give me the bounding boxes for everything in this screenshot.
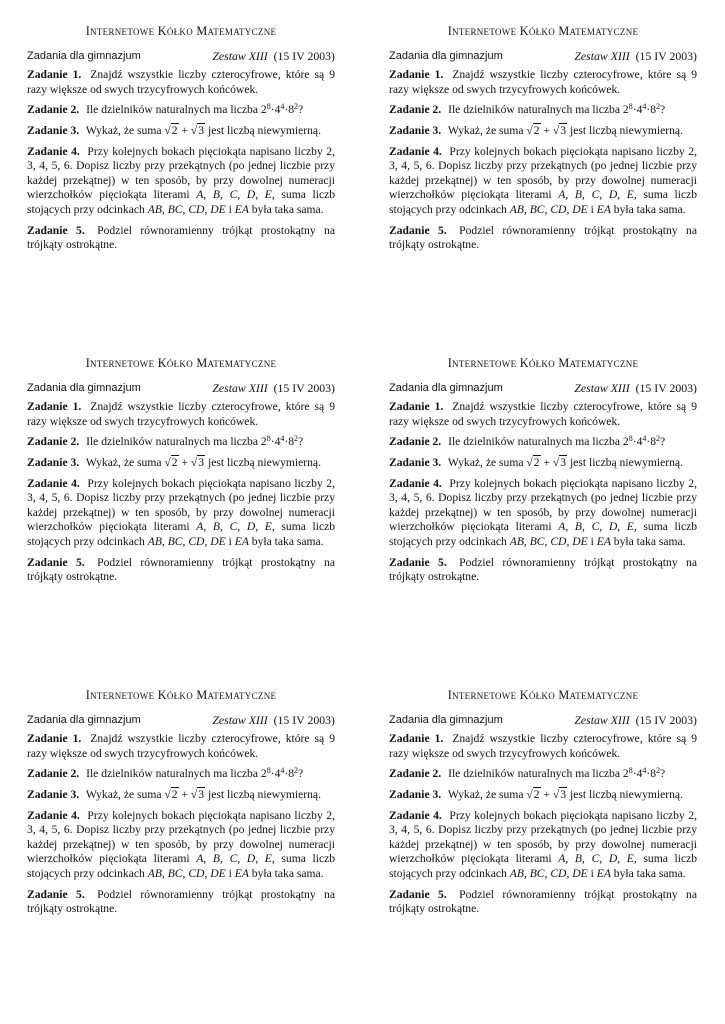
set-date: (15 IV 2003): [273, 48, 335, 63]
card-title: Internetowe Kółko Matematyczne: [447, 24, 639, 38]
card-subhead: [389, 713, 697, 728]
task-label: Zadanie 4.: [389, 476, 442, 490]
set-name: Zestaw XIII: [574, 712, 630, 727]
sqrt-formula: √3: [190, 787, 205, 801]
level-label: Zadania dla gimnazjum: [27, 49, 141, 62]
task-2: Zadanie 2. Ile dzielników naturalnych ma liczba $2^8\cdot 4^4\cdot 8^2$?: [27, 766, 304, 781]
task-5: [27, 224, 335, 253]
task-text: Wykaż, że suma: [85, 455, 165, 469]
task-1: [389, 732, 697, 761]
task-3: Zadanie 3. Wykaż, że suma √2 + √3 jest liczbą niewymierną.: [389, 787, 683, 801]
card-title: Internetowe Kółko Matematyczne: [85, 24, 277, 38]
task-text: Wykaż, że suma: [447, 123, 527, 137]
task-label: Zadanie 5.: [389, 555, 447, 569]
set-date: (15 IV 2003): [635, 48, 697, 63]
task-label: Zadanie 4.: [27, 476, 80, 490]
task-1: [27, 400, 335, 429]
task-1: [27, 68, 335, 97]
task-text: Znajdź wszystkie liczby czterocyfrowe, które są 9 razy większe od swych trzycyfrowych końcówek.: [389, 400, 697, 428]
set-date: (15 IV 2003): [635, 380, 697, 395]
card-title: Internetowe Kółko Matematyczne: [447, 688, 639, 702]
task-text: Ile dzielników naturalnych ma liczba: [448, 103, 623, 117]
card-subhead: [27, 49, 335, 64]
set-name: Zestaw XIII: [574, 48, 630, 63]
task-5: [389, 224, 697, 253]
task-2: Zadanie 2. Ile dzielników naturalnych ma liczba $2^8\cdot 4^4\cdot 8^2$?: [27, 434, 304, 449]
set-info: [212, 381, 335, 396]
task-text: Podziel równoramienny trójkąt prostokątny na trójkąty ostrokątne.: [27, 223, 335, 252]
card-subhead: [389, 49, 697, 64]
task-label: Zadanie 5.: [27, 223, 85, 237]
task-label: Zadanie 2.: [27, 767, 80, 781]
set-name: Zestaw XIII: [212, 380, 268, 395]
task-text: Podziel równoramienny trójkąt prostokątny na trójkąty ostrokątne.: [389, 223, 697, 252]
task-text: Ile dzielników naturalnych ma liczba: [86, 435, 261, 449]
task-label: Zadanie 1.: [389, 400, 444, 414]
task-text: Wykaż, że suma: [447, 455, 527, 469]
task-label: Zadanie 5.: [27, 555, 85, 569]
task-label: Zadanie 2.: [389, 435, 442, 449]
formula-power-product: $2^8\cdot 4^4\cdot 8^2$: [622, 434, 661, 449]
set-name: Zestaw XIII: [574, 380, 630, 395]
task-label: Zadanie 5.: [27, 887, 85, 901]
set-date: (15 IV 2003): [635, 712, 697, 727]
task-text: Ile dzielników naturalnych ma liczba: [86, 103, 261, 117]
formula-power-product: $2^8\cdot 4^4\cdot 8^2$: [622, 102, 661, 117]
task-text: Podziel równoramienny trójkąt prostokątny na trójkąty ostrokątne.: [389, 887, 697, 916]
sqrt-formula: √2: [164, 455, 178, 469]
task-1: [27, 732, 335, 761]
set-date: (15 IV 2003): [273, 380, 335, 395]
task-2: Zadanie 2. Ile dzielników naturalnych ma liczba $2^8\cdot 4^4\cdot 8^2$?: [389, 434, 666, 449]
task-label: Zadanie 3.: [389, 787, 442, 801]
task-label: Zadanie 1.: [389, 68, 444, 82]
set-name: Zestaw XIII: [212, 48, 268, 63]
task-5: [389, 888, 697, 917]
task-label: Zadanie 3.: [389, 455, 442, 469]
task-label: Zadanie 3.: [27, 455, 80, 469]
sqrt-formula: √2: [164, 787, 178, 801]
task-text: Ile dzielników naturalnych ma liczba: [448, 435, 623, 449]
problem-card: [27, 24, 335, 259]
level-label: Zadania dla gimnazjum: [27, 713, 141, 726]
set-info: [212, 713, 335, 728]
sqrt-formula: √2: [526, 787, 540, 801]
task-3: Zadanie 3. Wykaż, że suma √2 + √3 jest liczbą niewymierną.: [389, 123, 683, 137]
formula-power-product: $2^8\cdot 4^4\cdot 8^2$: [260, 102, 299, 117]
task-label: Zadanie 2.: [27, 435, 80, 449]
task-label: Zadanie 4.: [389, 144, 442, 158]
task-4: Zadanie 4. Przy kolejnych bokach pięciokąta napisano liczby 2, 3, 4, 5, 6. Dopisz liczby przy przekątnych (po jednej liczbie przy każdej przekątnej) w ten sposób, by przy dowolnej numeracji wierzchołków pięciokąta literami A, B, C, D, E, suma liczb stojących przy odcinkach AB, BC, CD, DE i EA była taka sama.: [389, 808, 698, 880]
task-2: Zadanie 2. Ile dzielników naturalnych ma liczba $2^8\cdot 4^4\cdot 8^2$?: [389, 102, 666, 117]
task-label: Zadanie 1.: [27, 68, 82, 82]
task-2: Zadanie 2. Ile dzielników naturalnych ma liczba $2^8\cdot 4^4\cdot 8^2$?: [27, 102, 304, 117]
task-label: Zadanie 2.: [389, 767, 442, 781]
task-2: Zadanie 2. Ile dzielników naturalnych ma liczba $2^8\cdot 4^4\cdot 8^2$?: [389, 766, 666, 781]
task-4: Zadanie 4. Przy kolejnych bokach pięciokąta napisano liczby 2, 3, 4, 5, 6. Dopisz liczby przy przekątnych (po jednej liczbie przy każdej przekątnej) w ten sposób, by przy dowolnej numeracji wierzchołków pięciokąta literami A, B, C, D, E, suma liczb stojących przy odcinkach AB, BC, CD, DE i EA była taka sama.: [27, 476, 336, 548]
task-text: Znajdź wszystkie liczby czterocyfrowe, które są 9 razy większe od swych trzycyfrowych końcówek.: [27, 68, 335, 96]
sqrt-formula: √3: [552, 787, 567, 801]
problem-card: [27, 688, 335, 923]
problem-card: [389, 24, 697, 259]
card-title: Internetowe Kółko Matematyczne: [447, 356, 639, 370]
task-5: [27, 556, 335, 585]
task-4: Zadanie 4. Przy kolejnych bokach pięciokąta napisano liczby 2, 3, 4, 5, 6. Dopisz liczby przy przekątnych (po jednej liczbie przy każdej przekątnej) w ten sposób, by przy dowolnej numeracji wierzchołków pięciokąta literami A, B, C, D, E, suma liczb stojących przy odcinkach AB, BC, CD, DE i EA była taka sama.: [389, 476, 698, 548]
sqrt-formula: √2: [526, 123, 540, 137]
task-text: Ile dzielników naturalnych ma liczba: [86, 767, 261, 781]
task-text: Podziel równoramienny trójkąt prostokątny na trójkąty ostrokątne.: [27, 887, 335, 916]
task-text: Wykaż, że suma: [447, 787, 527, 801]
task-text: Znajdź wszystkie liczby czterocyfrowe, które są 9 razy większe od swych trzycyfrowych końcówek.: [27, 400, 335, 428]
set-info: [574, 713, 697, 728]
task-label: Zadanie 4.: [27, 808, 80, 822]
task-text: Znajdź wszystkie liczby czterocyfrowe, które są 9 razy większe od swych trzycyfrowych końcówek.: [27, 732, 335, 760]
card-subhead: [27, 713, 335, 728]
task-label: Zadanie 3.: [27, 787, 80, 801]
task-3: Zadanie 3. Wykaż, że suma √2 + √3 jest liczbą niewymierną.: [389, 455, 683, 469]
task-label: Zadanie 1.: [27, 732, 82, 746]
set-info: [574, 381, 697, 396]
set-name: Zestaw XIII: [212, 712, 268, 727]
task-3: Zadanie 3. Wykaż, że suma √2 + √3 jest liczbą niewymierną.: [27, 455, 321, 469]
level-label: Zadania dla gimnazjum: [389, 713, 503, 726]
task-4: Zadanie 4. Przy kolejnych bokach pięciokąta napisano liczby 2, 3, 4, 5, 6. Dopisz liczby przy przekątnych (po jednej liczbie przy każdej przekątnej) w ten sposób, by przy dowolnej numeracji wierzchołków pięciokąta literami A, B, C, D, E, suma liczb stojących przy odcinkach AB, BC, CD, DE i EA była taka sama.: [27, 808, 336, 880]
sqrt-formula: √3: [552, 455, 567, 469]
task-3: Zadanie 3. Wykaż, że suma √2 + √3 jest liczbą niewymierną.: [27, 123, 321, 137]
problem-card: [389, 356, 697, 591]
sqrt-formula: √2: [526, 455, 540, 469]
formula-power-product: $2^8\cdot 4^4\cdot 8^2$: [622, 766, 661, 781]
task-label: Zadanie 4.: [27, 144, 80, 158]
problem-card: [389, 688, 697, 923]
level-label: Zadania dla gimnazjum: [27, 381, 141, 394]
level-label: Zadania dla gimnazjum: [389, 49, 503, 62]
task-5: [27, 888, 335, 917]
task-label: Zadanie 1.: [389, 732, 444, 746]
task-3: Zadanie 3. Wykaż, że suma √2 + √3 jest liczbą niewymierną.: [27, 787, 321, 801]
card-title: Internetowe Kółko Matematyczne: [85, 356, 277, 370]
sqrt-formula: √2: [164, 123, 178, 137]
task-text: Wykaż, że suma: [85, 123, 165, 137]
task-4: Zadanie 4. Przy kolejnych bokach pięciokąta napisano liczby 2, 3, 4, 5, 6. Dopisz liczby przy przekątnych (po jednej liczbie przy każdej przekątnej) w ten sposób, by przy dowolnej numeracji wierzchołków pięciokąta literami A, B, C, D, E, suma liczb stojących przy odcinkach AB, BC, CD, DE i EA była taka sama.: [389, 144, 698, 216]
task-label: Zadanie 2.: [27, 103, 80, 117]
task-label: Zadanie 2.: [389, 103, 442, 117]
sqrt-formula: √3: [190, 455, 205, 469]
card-subhead: [27, 381, 335, 396]
task-label: Zadanie 3.: [27, 123, 80, 137]
task-5: [389, 556, 697, 585]
task-label: Zadanie 4.: [389, 808, 442, 822]
formula-power-product: $2^8\cdot 4^4\cdot 8^2$: [260, 434, 299, 449]
task-label: Zadanie 5.: [389, 223, 447, 237]
task-text: Ile dzielników naturalnych ma liczba: [448, 767, 623, 781]
formula-power-product: $2^8\cdot 4^4\cdot 8^2$: [260, 766, 299, 781]
task-text: Znajdź wszystkie liczby czterocyfrowe, które są 9 razy większe od swych trzycyfrowych końcówek.: [389, 732, 697, 760]
sqrt-formula: √3: [190, 123, 205, 137]
set-info: [574, 49, 697, 64]
sqrt-formula: √3: [552, 123, 567, 137]
set-date: (15 IV 2003): [273, 712, 335, 727]
task-text: Znajdź wszystkie liczby czterocyfrowe, które są 9 razy większe od swych trzycyfrowych końcówek.: [389, 68, 697, 96]
problem-card: [27, 356, 335, 591]
level-label: Zadania dla gimnazjum: [389, 381, 503, 394]
task-text: Wykaż, że suma: [85, 787, 165, 801]
card-title: Internetowe Kółko Matematyczne: [85, 688, 277, 702]
task-1: [389, 68, 697, 97]
card-subhead: [389, 381, 697, 396]
task-text: Podziel równoramienny trójkąt prostokątny na trójkąty ostrokątne.: [27, 555, 335, 584]
task-label: Zadanie 1.: [27, 400, 82, 414]
set-info: [212, 49, 335, 64]
task-1: [389, 400, 697, 429]
task-label: Zadanie 5.: [389, 887, 447, 901]
task-text: Podziel równoramienny trójkąt prostokątny na trójkąty ostrokątne.: [389, 555, 697, 584]
task-4: Zadanie 4. Przy kolejnych bokach pięciokąta napisano liczby 2, 3, 4, 5, 6. Dopisz liczby przy przekątnych (po jednej liczbie przy każdej przekątnej) w ten sposób, by przy dowolnej numeracji wierzchołków pięciokąta literami A, B, C, D, E, suma liczb stojących przy odcinkach AB, BC, CD, DE i EA była taka sama.: [27, 144, 336, 216]
task-label: Zadanie 3.: [389, 123, 442, 137]
